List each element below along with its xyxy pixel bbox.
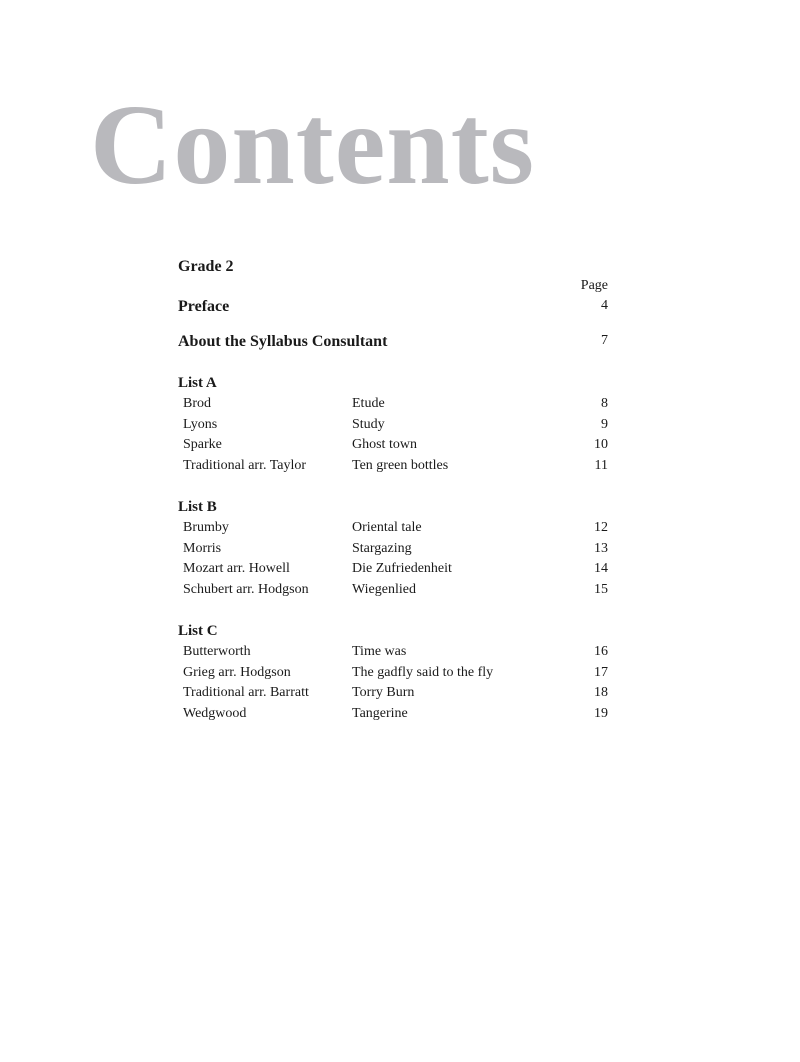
- page-title: Contents: [90, 81, 536, 208]
- toc-row[interactable]: [178, 704, 608, 725]
- composer-name: Butterworth: [183, 644, 251, 659]
- page-number: 11: [594, 458, 608, 474]
- composer-name: Wedgwood: [183, 706, 247, 722]
- page-number: 16: [594, 644, 608, 659]
- list-heading: List A: [178, 375, 217, 391]
- page-number: 18: [594, 685, 608, 701]
- piece-title: Die Zufriedenheit: [352, 561, 452, 577]
- toc-entry-page: 4: [601, 298, 608, 313]
- toc-entry-label: Preface: [178, 298, 230, 315]
- composer-name: Sparke: [183, 437, 222, 453]
- piece-title: Etude: [352, 396, 385, 411]
- page-number: 19: [594, 706, 608, 722]
- page-number: 14: [594, 561, 608, 577]
- list-heading: List B: [178, 499, 217, 515]
- piece-title: Oriental tale: [352, 520, 422, 535]
- toc-row[interactable]: [178, 683, 608, 704]
- toc-row[interactable]: [178, 539, 608, 560]
- composer-name: Lyons: [183, 416, 218, 432]
- toc-row[interactable]: [178, 394, 608, 415]
- toc-row[interactable]: [178, 415, 608, 436]
- piece-title: Wiegenlied: [352, 582, 416, 598]
- piece-title: Tangerine: [352, 706, 408, 722]
- toc-row[interactable]: [178, 435, 608, 456]
- toc-entry-about-consultant[interactable]: [178, 333, 608, 351]
- piece-title: The gadfly said to the fly: [352, 664, 494, 680]
- piece-title: Ten green bottles: [352, 458, 449, 474]
- composer-name: Morris: [183, 540, 222, 556]
- toc-row[interactable]: [178, 580, 608, 601]
- toc-row[interactable]: [178, 456, 608, 477]
- toc-row[interactable]: [178, 559, 608, 580]
- list-a-section: [178, 373, 608, 477]
- page-number: 10: [594, 437, 608, 453]
- piece-title: Torry Burn: [352, 685, 415, 701]
- composer-name: Grieg arr. Hodgson: [183, 664, 291, 680]
- page-number: 15: [594, 582, 608, 598]
- composer-name: Brod: [183, 396, 211, 411]
- toc-entry-label: About the Syllabus Consultant: [178, 333, 388, 350]
- page-number: 9: [601, 416, 608, 432]
- composer-name: Traditional arr. Taylor: [183, 458, 307, 474]
- toc-row[interactable]: [178, 663, 608, 684]
- grade-heading: Grade 2: [178, 258, 234, 275]
- page-number: 13: [594, 540, 608, 556]
- composer-name: Traditional arr. Barratt: [183, 685, 309, 701]
- toc-row[interactable]: [178, 642, 608, 663]
- list-heading: List C: [178, 623, 218, 639]
- toc-entry-page: 7: [601, 333, 608, 348]
- piece-title: Study: [352, 416, 385, 432]
- toc-entry-preface[interactable]: [178, 298, 608, 316]
- list-c-section: [178, 621, 608, 725]
- composer-name: Schubert arr. Hodgson: [183, 582, 309, 598]
- toc-row[interactable]: [178, 518, 608, 539]
- page-number: 12: [594, 520, 608, 535]
- page-number: 17: [594, 664, 608, 680]
- page-column-label: Page: [580, 278, 608, 293]
- piece-title: Ghost town: [352, 437, 417, 453]
- composer-name: Brumby: [183, 520, 229, 535]
- list-b-section: [178, 497, 608, 601]
- page-number: 8: [601, 396, 608, 411]
- piece-title: Stargazing: [352, 540, 412, 556]
- composer-name: Mozart arr. Howell: [183, 561, 290, 577]
- piece-title: Time was: [352, 644, 407, 659]
